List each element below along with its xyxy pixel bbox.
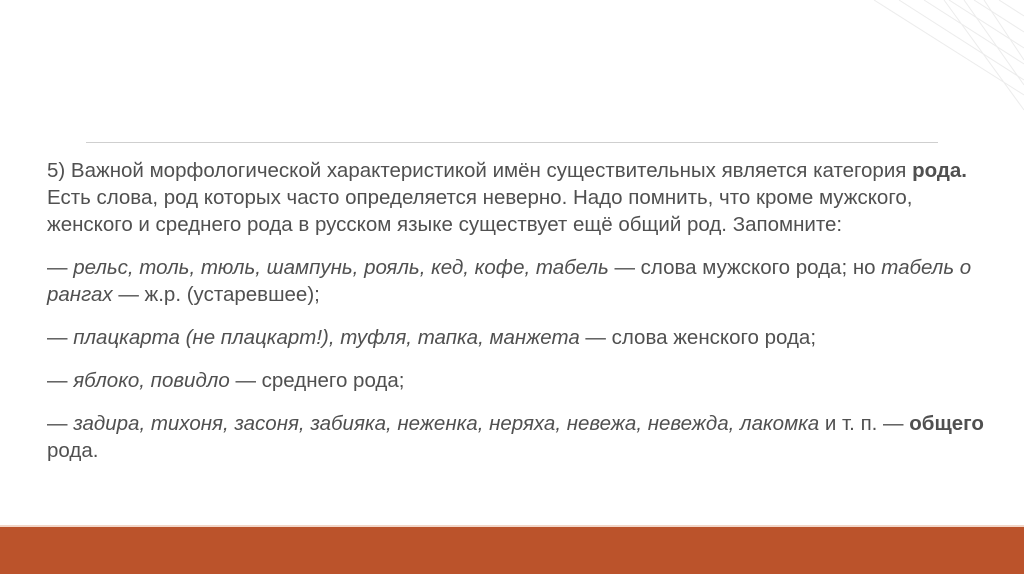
intro-text-2: Есть слова, род которых часто определяется неверно. Надо помнить, что кроме мужского, женского и среднего рода в русском языке существует ещё общий род. Запомните:	[47, 186, 913, 236]
tabel-phrase: табель о рангах	[47, 256, 972, 306]
dash: —	[47, 369, 74, 392]
feminine-words: плацкарта (не плацкарт!), туфля, тапка, манжета	[73, 326, 580, 349]
feminine-note: — слова женского рода;	[579, 326, 817, 349]
slide-body	[47, 157, 987, 480]
title-divider	[86, 142, 938, 143]
paragraph-feminine	[47, 324, 987, 351]
neuter-note: — среднего рода;	[229, 369, 405, 392]
common-bold: общего	[909, 412, 984, 435]
footer-bar	[0, 527, 1024, 574]
dash: —	[47, 412, 74, 435]
masculine-words: рельс, толь, тюль, шампунь, рояль, кед, кофе, табель	[73, 256, 609, 279]
dash: —	[47, 256, 74, 279]
dash: —	[47, 326, 74, 349]
corner-decoration	[804, 0, 1024, 120]
neuter-words: яблоко, повидло	[73, 369, 230, 392]
paragraph-common	[47, 410, 987, 464]
common-note-2: рода.	[47, 439, 99, 462]
masculine-note: — слова мужского рода; но	[608, 256, 882, 279]
tabel-note: — ж.р. (устаревшее);	[112, 283, 320, 306]
intro-text: 5) Важной морфологической характеристикой имён существительных является категория	[47, 159, 913, 182]
paragraph-neuter	[47, 367, 987, 394]
intro-bold: рода.	[912, 159, 967, 182]
common-words: задира, тихоня, засоня, забияка, неженка, неряха, невежа, невежда, лакомка	[73, 412, 820, 435]
common-note: и т. п. —	[819, 412, 910, 435]
paragraph-masculine	[47, 254, 987, 308]
paragraph-intro	[47, 157, 987, 238]
